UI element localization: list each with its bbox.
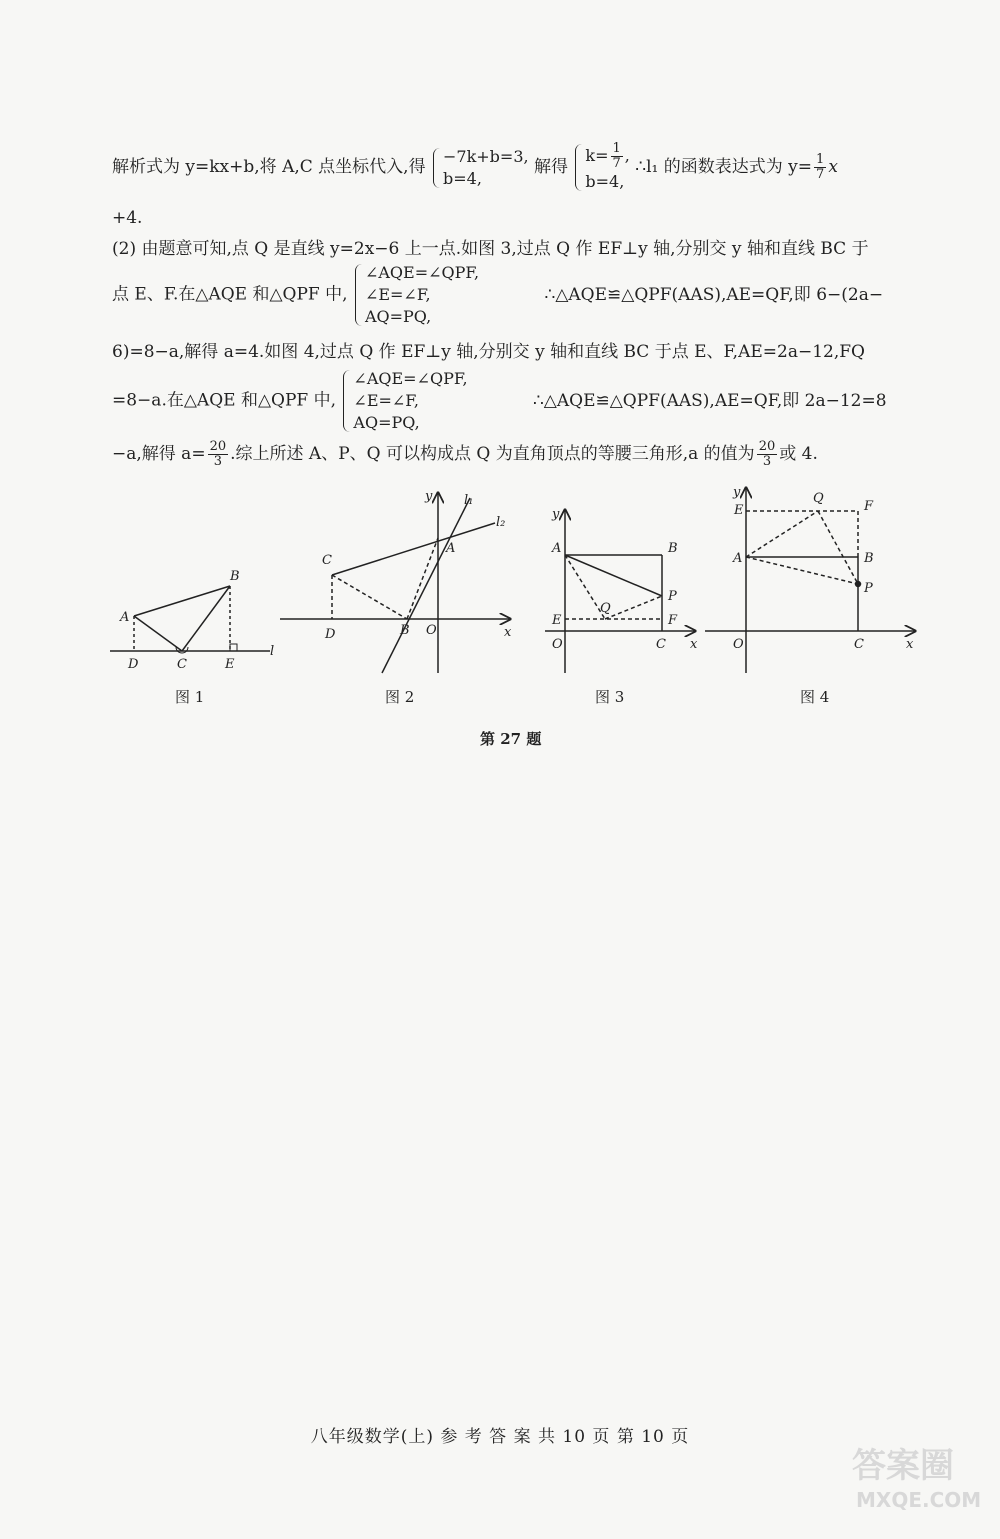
- label-C: C: [322, 553, 332, 568]
- label-A: A: [552, 541, 562, 556]
- numerator: 20: [209, 439, 227, 454]
- watermark-bottom: MXQE.COM: [856, 1488, 982, 1512]
- figure-1: [110, 586, 270, 653]
- figure-4-labels: [732, 485, 914, 652]
- label-D: D: [128, 657, 139, 672]
- label-P: P: [668, 589, 677, 604]
- text-line-5: 6)=8−a,解得 a=4.如图 4,过点 Q 作 EF⊥y 轴,分别交 y 轴和直线 BC 于点 E、F,AE=2a−12,FQ: [112, 342, 865, 362]
- line1-part-c: 解得: [534, 157, 568, 177]
- dash-AQ: [746, 511, 818, 557]
- caption-figure-3: 图 3: [595, 688, 625, 706]
- congruence-system-2: [341, 368, 467, 434]
- dash-QP: [818, 511, 858, 584]
- watermark-logo: [842, 1427, 982, 1517]
- text-line-7: [112, 440, 922, 469]
- point-P: [856, 582, 861, 587]
- label-O: O: [426, 623, 437, 638]
- caption-figure-4: 图 4: [800, 688, 830, 706]
- label-x: x: [906, 637, 914, 652]
- condition-3: AQ=PQ,: [364, 307, 432, 326]
- segment-AB: [134, 586, 230, 616]
- numerator: 1: [612, 141, 621, 156]
- caption-figure-2: 图 2: [385, 688, 415, 706]
- label-F: F: [864, 499, 874, 514]
- line1-part-a: 解析式为 y=kx+b,将 A,C 点坐标代入,得: [112, 157, 426, 177]
- line7-part-b: .综上所述 A、P、Q 可以构成点 Q 为直角顶点的等腰三角形,a 的值为: [230, 444, 755, 464]
- fraction-20-3-b: [757, 440, 778, 469]
- label-C: C: [656, 637, 666, 652]
- congruence-system-1: [353, 262, 479, 328]
- line4-part-b: ∴△AQE≌△QPF(AAS),AE=QF,即 6−(2a−: [544, 284, 884, 305]
- label-l: l: [270, 644, 275, 659]
- line6-part-a: =8−a.在△AQE 和△QPF 中,: [112, 390, 336, 411]
- system1-row-1: −7k+b=3,: [442, 146, 529, 166]
- label-B: B: [400, 623, 410, 638]
- dash-AQ: [565, 555, 605, 619]
- label-A: A: [733, 551, 743, 566]
- numerator: 20: [758, 439, 776, 454]
- denominator: 7: [612, 156, 621, 171]
- label-B: B: [864, 551, 874, 566]
- label-O: O: [733, 637, 744, 652]
- solution-system-1: [573, 142, 629, 193]
- label-Q: Q: [600, 601, 611, 616]
- system2-row-1: k= $\frac{1}{7}$ ,: [585, 141, 630, 171]
- numerator: 1: [816, 152, 825, 167]
- label-l2: l₂: [496, 515, 506, 530]
- figure-1-labels: [119, 569, 274, 672]
- watermark-graphic: [842, 1427, 982, 1517]
- condition-3: AQ=PQ,: [353, 413, 420, 432]
- problem-caption: 第 27 题: [480, 730, 542, 748]
- text-line-4: [112, 262, 922, 328]
- caption-figure-1: 图 1: [175, 688, 205, 706]
- dash-AP: [746, 557, 858, 584]
- right-angle-E: [230, 644, 237, 651]
- denominator: 7: [816, 167, 825, 182]
- line4-part-a: 点 E、F.在△AQE 和△QPF 中,: [112, 284, 348, 305]
- label-C: C: [854, 637, 864, 652]
- system2-row-2: b=4,: [585, 172, 625, 191]
- figures-block: [100, 478, 930, 748]
- segment-AP: [565, 555, 662, 596]
- denominator: 3: [213, 454, 222, 469]
- label-A: A: [446, 541, 456, 556]
- segment-BC: [182, 586, 230, 651]
- label-y: y: [425, 489, 433, 504]
- label-x: x: [504, 625, 512, 640]
- equation-system-1: [431, 146, 529, 190]
- line7-part-a: −a,解得 a=: [112, 444, 206, 464]
- condition-1: ∠AQE=∠QPF,: [364, 263, 480, 282]
- denominator: 3: [762, 454, 772, 469]
- line6-part-b: ∴△AQE≌△QPF(AAS),AE=QF,即 2a−12=8: [532, 390, 887, 411]
- segment-AC: [134, 616, 182, 651]
- line1-part-e: ∴l₁ 的函数表达式为 y=: [635, 157, 813, 177]
- label-B: B: [230, 569, 240, 584]
- condition-2: ∠E=∠F,: [364, 285, 431, 304]
- text-line-2: +4.: [112, 208, 143, 228]
- text-line-1: [112, 142, 922, 193]
- label-Q: Q: [813, 491, 824, 506]
- condition-1: ∠AQE=∠QPF,: [353, 369, 468, 388]
- page-footer: 八年级数学(上) 参 考 答 案 共 10 页 第 10 页: [310, 1427, 690, 1447]
- label-y: y: [552, 507, 560, 522]
- dash-QP: [605, 596, 662, 619]
- text-line-6: [112, 368, 922, 434]
- label-E: E: [734, 503, 744, 518]
- line-l1: [382, 498, 470, 673]
- watermark-top: 答案圈: [852, 1446, 954, 1486]
- fraction-1-7-b: [814, 153, 826, 182]
- geometry-figures: [100, 478, 930, 748]
- label-E: E: [225, 657, 235, 672]
- text-line-3: (2) 由题意可知,点 Q 是直线 y=2x−6 上一点.如图 3,过点 Q 作 EF⊥y 轴,分别交 y 轴和直线 BC 于: [112, 239, 869, 259]
- line7-part-c: 或 4.: [779, 444, 818, 464]
- line-l2: [332, 523, 495, 575]
- label-P: P: [864, 581, 873, 596]
- label-F: F: [668, 613, 678, 628]
- fraction-20-3: [208, 440, 229, 469]
- label-A: A: [120, 610, 130, 625]
- label-D: D: [325, 627, 336, 642]
- label-x: x: [690, 637, 698, 652]
- label-O: O: [552, 637, 563, 652]
- label-y: y: [733, 485, 741, 500]
- dash-CB: [332, 575, 407, 619]
- variable-x: x: [828, 157, 838, 177]
- label-B: B: [668, 541, 678, 556]
- label-C: C: [177, 657, 187, 672]
- label-E: E: [552, 613, 562, 628]
- label-l1: l₁: [464, 493, 474, 508]
- k-equals: k=: [585, 146, 609, 165]
- system1-row-2: b=4,: [442, 168, 482, 188]
- fraction-1-7: [611, 142, 623, 171]
- condition-2: ∠E=∠F,: [353, 391, 419, 410]
- figure-2: [280, 493, 510, 673]
